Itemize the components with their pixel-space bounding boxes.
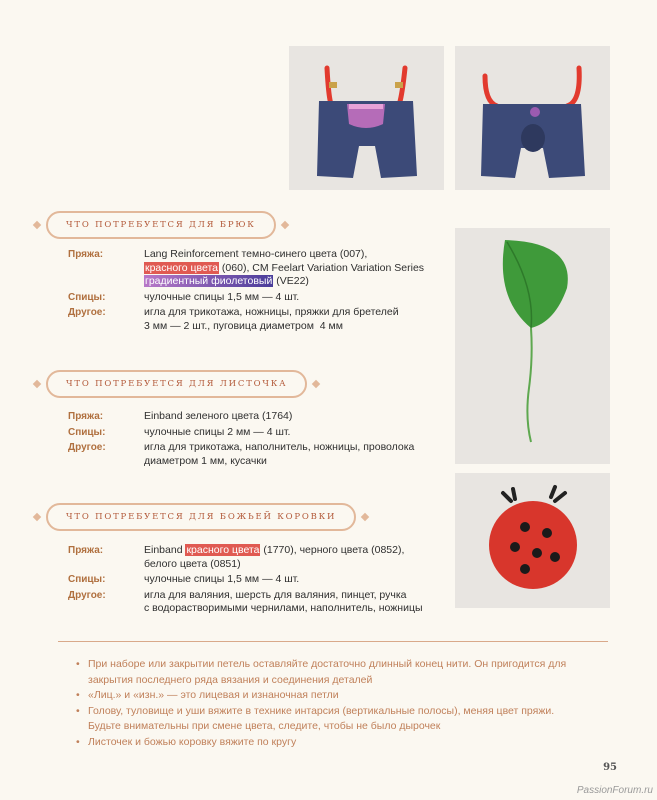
section-title-leaf: ЧТО ПОТРЕБУЕТСЯ ДЛЯ ЛИСТОЧКА — [46, 370, 307, 398]
photo-ladybug — [455, 473, 610, 608]
value-other: игла для трикотажа, наполнитель, ножницы, проволока диаметром 1 мм, кусачки — [144, 441, 415, 467]
label-yarn: Пряжа: — [68, 411, 104, 422]
section-title-pants: ЧТО ПОТРЕБУЕТСЯ ДЛЯ БРЮК — [46, 211, 276, 239]
page-number: 95 — [603, 762, 617, 773]
value-other: игла для валяния, шерсть для валяния, пинцет, ручка с водорастворимыми чернилами, наполнитель, ножницы — [144, 588, 423, 614]
label-needles: Спицы: — [68, 426, 106, 438]
tip-item: • При наборе или закрытии петель оставляйте достаточно длинный конец нити. Он пригодится для закрытия последнего ряда вязания и соединения деталей — [76, 657, 576, 688]
value-other: игла для трикотажа, ножницы, пряжки для бретелей 3 мм — 2 шт., пуговица диаметром 4 мм — [144, 306, 399, 332]
divider — [58, 641, 608, 642]
value-yarn: Einband зеленого цвета (1764) — [144, 410, 293, 422]
value-yarn: Einband красного цвета (1770), черного цвета (0852), белого цвета (0851) — [144, 544, 405, 570]
label-yarn: Пряжа: — [68, 249, 104, 260]
value-needles: чулочные спицы 1,5 мм — 4 шт. — [144, 573, 300, 585]
label-other: Другое: — [68, 307, 106, 318]
watermark: PassionForum.ru — [576, 785, 653, 796]
photo-leaf — [455, 228, 610, 464]
label-yarn: Пряжа: — [68, 545, 104, 556]
tip-item: • Голову, туловище и уши вяжите в технике интарсия (вертикальные полосы), меняя цвет пряжи. Будьте внимательны при смене цвета, следите, чтобы не было дырочек — [76, 704, 576, 735]
section-title-ladybug: ЧТО ПОТРЕБУЕТСЯ ДЛЯ БОЖЬЕЙ КОРОВКИ — [46, 503, 356, 531]
tips-list — [76, 657, 576, 750]
label-other: Другое: — [68, 589, 106, 601]
label-needles: Спицы: — [68, 291, 106, 303]
value-yarn: Lang Reinforcement темно-синего цвета (007), красного цвета (060), CM Feelart Variation Variation Series градиентный фиолетовый (VE22) — [144, 248, 425, 287]
label-other: Другое: — [68, 442, 106, 453]
value-needles: чулочные спицы 1,5 мм — 4 шт. — [144, 290, 300, 303]
spec-leaf — [68, 410, 448, 470]
tip-item: • Листочек и божью коровку вяжите по кругу — [76, 735, 576, 751]
value-needles: чулочные спицы 2 мм — 4 шт. — [144, 425, 291, 438]
photo-overalls-back — [455, 46, 610, 190]
spec-ladybug — [68, 544, 448, 618]
spec-pants — [68, 248, 448, 335]
label-needles: Спицы: — [68, 574, 106, 585]
tip-item: • «Лиц.» и «изн.» — это лицевая и изнаночная петли — [76, 688, 576, 704]
photo-overalls-front — [289, 46, 444, 190]
